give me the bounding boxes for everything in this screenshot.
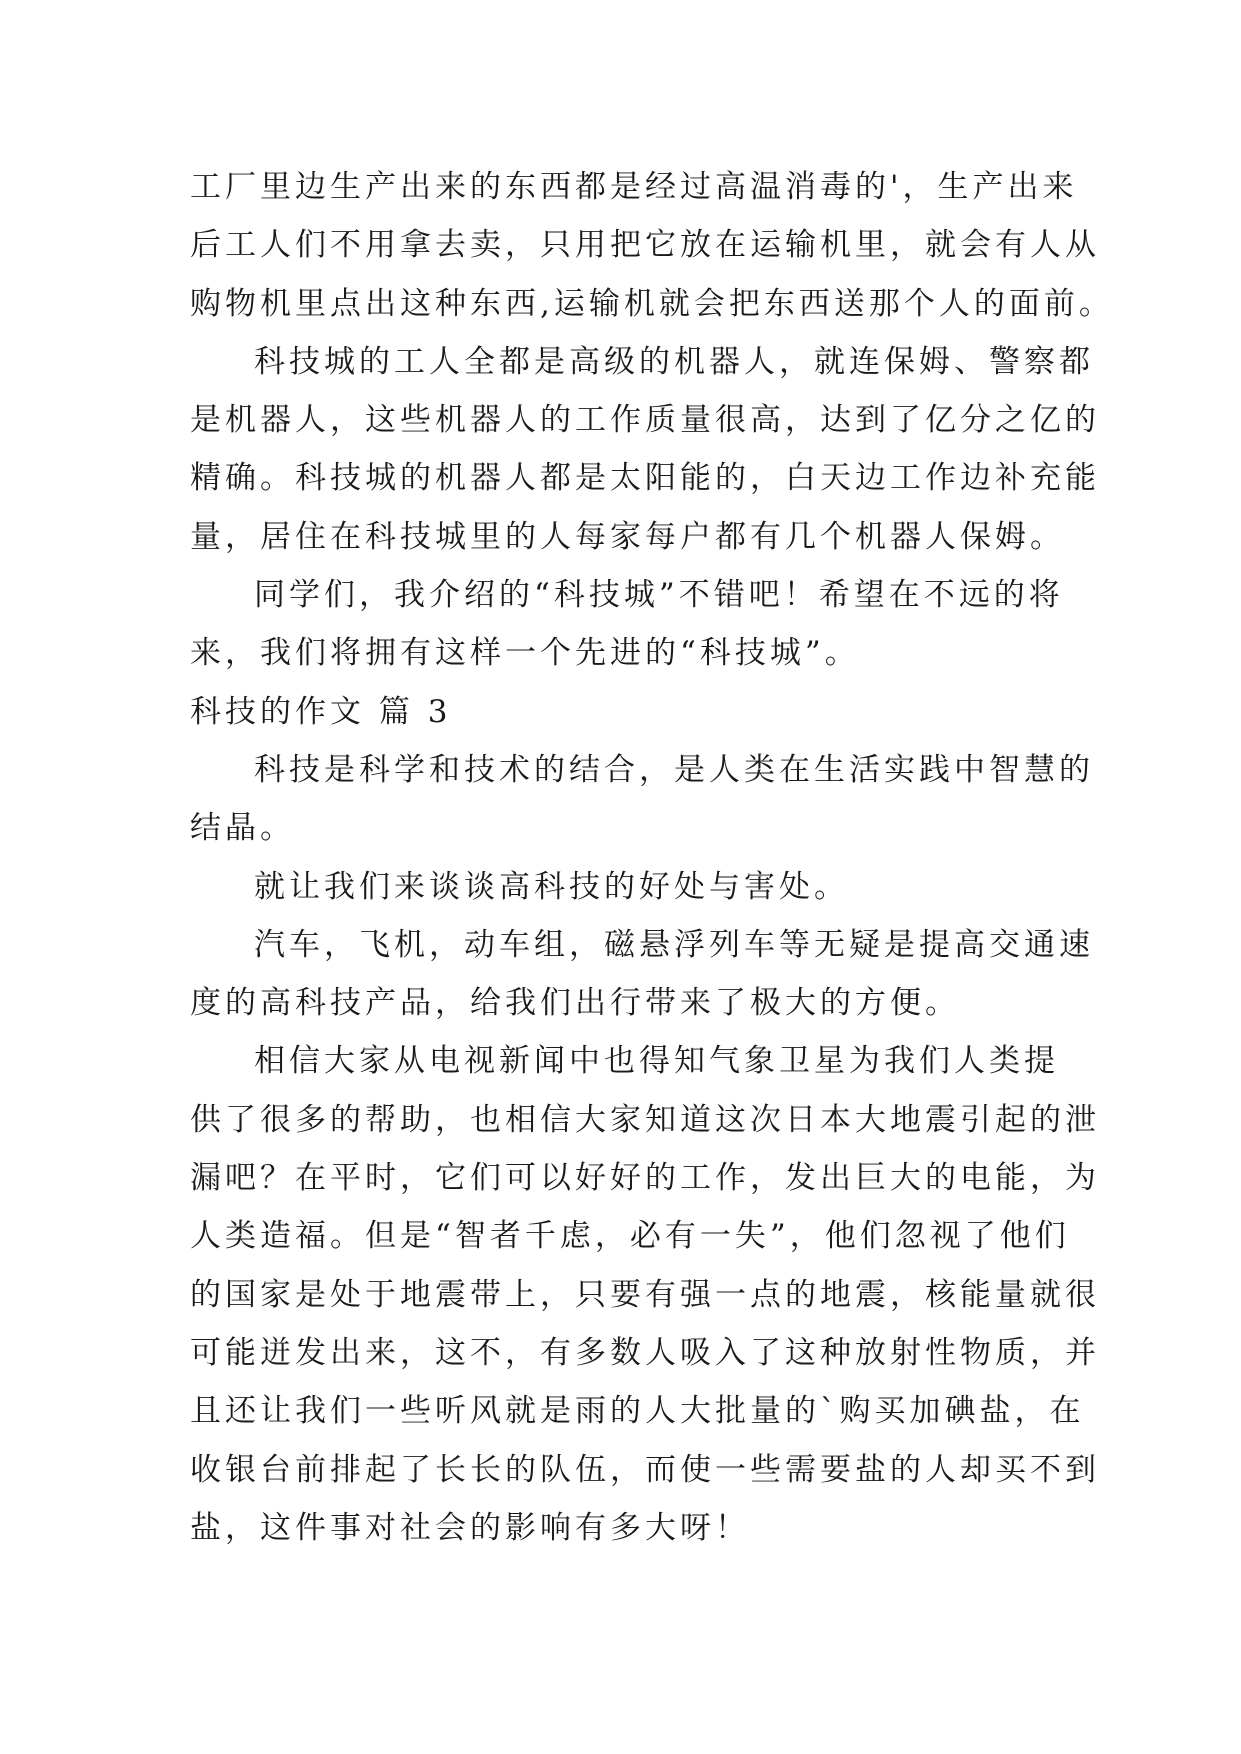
text-line: 结晶。 xyxy=(190,810,295,847)
text-line: 供了很多的帮助，也相信大家知道这次日本大地震引起的泄 xyxy=(190,1101,1100,1138)
text-line: 就让我们来谈谈高科技的好处与害处。 xyxy=(254,868,849,905)
text-line: 购物机里点出这种东西,运输机就会把东西送那个人的面前。 xyxy=(190,285,1114,322)
text-line: 工厂里边生产出来的东西都是经过高温消毒的'，生产出来 xyxy=(190,169,1078,205)
text-line: 收银台前排起了长长的队伍，而使一些需要盐的人却买不到 xyxy=(190,1451,1100,1488)
text-line: 的国家是处于地震带上，只要有强一点的地震，核能量就很 xyxy=(190,1276,1100,1313)
document-body xyxy=(190,158,1114,1557)
text-line: 后工人们不用拿去卖，只用把它放在运输机里，就会有人从 xyxy=(190,227,1100,264)
text-line: 是机器人，这些机器人的工作质量很高，达到了亿分之亿的 xyxy=(190,402,1100,439)
text-line: 科技是科学和技术的结合，是人类在生活实践中智慧的 xyxy=(254,751,1094,788)
text-line: 且还让我们一些听风就是雨的人大批量的`购买加碘盐，在 xyxy=(190,1393,1085,1430)
text-line: 汽车，飞机，动车组，磁悬浮列车等无疑是提高交通速 xyxy=(254,926,1094,963)
text-line: 盐，这件事对社会的影响有多大呀！ xyxy=(190,1509,750,1546)
text-line: 量，居住在科技城里的人每家每户都有几个机器人保姆。 xyxy=(190,518,1065,555)
text-line: 相信大家从电视新闻中也得知气象卫星为我们人类提 xyxy=(254,1043,1059,1080)
text-line: 人类造福。但是“智者千虑，必有一失”，他们忽视了他们 xyxy=(190,1218,1070,1255)
text-line: 科技城的工人全都是高级的机器人，就连保姆、警察都 xyxy=(254,343,1094,380)
text-line: 科技的作文 篇 3 xyxy=(190,693,452,730)
text-line: 可能迸发出来，这不，有多数人吸入了这种放射性物质，并 xyxy=(190,1334,1100,1371)
text-line: 来，我们将拥有这样一个先进的“科技城”。 xyxy=(190,635,860,672)
text-line: 度的高科技产品，给我们出行带来了极大的方便。 xyxy=(190,985,960,1022)
text-line: 同学们，我介绍的“科技城”不错吧！希望在不远的将 xyxy=(254,577,1064,614)
text-line: 漏吧？在平时，它们可以好好的工作，发出巨大的电能，为 xyxy=(190,1160,1100,1197)
text-line: 精确。科技城的机器人都是太阳能的，白天边工作边补充能 xyxy=(190,460,1100,497)
